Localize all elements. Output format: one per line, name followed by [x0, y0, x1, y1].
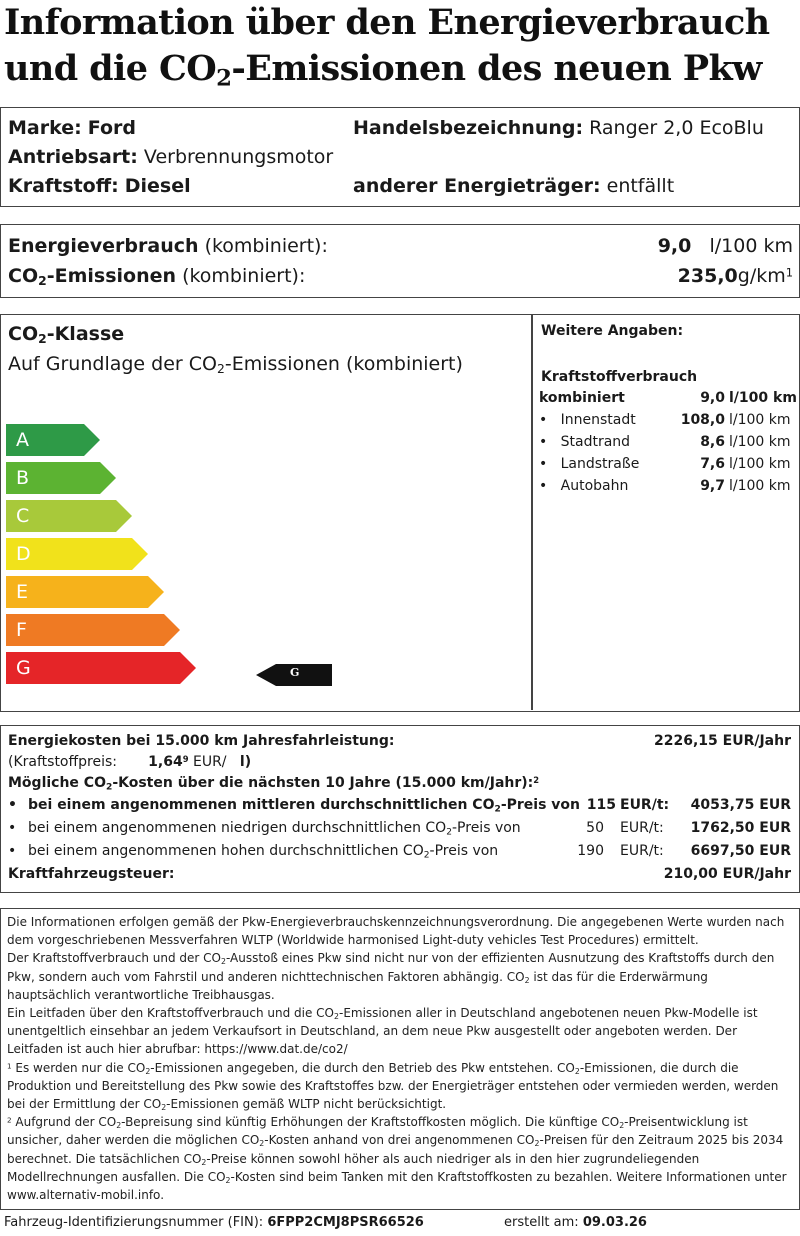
co2-emissions-value: 235,0 [677, 265, 738, 287]
co2-class-heading: $CO_2$-Klasse [8, 323, 125, 347]
co2-scenario-row: • bei einem angenommenen niedrigen durchschnittlichen $CO_2$-Preis von 50 EUR/t: 1762,50 EUR [8, 820, 791, 838]
fuel-combined-row: kombiniert 9,0 l/100 km [539, 390, 797, 406]
co2-scenario-row: • bei einem angenommenen hohen durchschnittlichen $CO_2$-Preis von 190 EUR/t: 6697,50 EUR [8, 843, 791, 861]
energy-consumption-row: Energieverbrauch (kombiniert): 9,0 l/100 km [8, 235, 793, 257]
trade-name-row: Handelsbezeichnung: Ranger 2,0 EcoBlu [353, 117, 764, 139]
fuel-breakdown-row: • Stadtrand 8,6 l/100 km [539, 434, 791, 450]
info-paragraph-1: Die Informationen erfolgen gemäß der Pkw-Energieverbrauchskennzeichnungsverordnung. Die angegebenen Werte wurden nach dem vorgeschriebenen Messverfahren WLTP (Worldwide harmonised Light-duty vehicles Test Procedures) ermittelt. [7, 915, 785, 948]
legal-info-text [7, 913, 793, 1204]
fuel-breakdown-row: • Autobahn 9,7 l/100 km [539, 478, 791, 494]
co2-band-b [6, 462, 116, 494]
energy-consumption-value: 9,0 [657, 235, 692, 257]
co2-band-f [6, 614, 180, 646]
band-arrow-icon [6, 614, 180, 646]
co2-band-e [6, 576, 164, 608]
consumption-box [0, 224, 800, 298]
info-footnote-2: $^2$ Aufgrund der $CO_2$-Bepreisung sind künftig Erhöhungen der Kraftstoffkosten möglich. Die künftige $CO_2$-Preisentwicklung ist unsicher, daher werden die möglichen $CO_2$-Kosten anhand von drei angenommenen $CO_2$-Preisen für den Zeitraum 2025 bis 2034 berechnet. Die tatsächlichen $CO_2$-Preise können sowohl höher als auch niedriger als in den hier zugrundeliegenden Modellrechnungen ausfallen. Die $CO_2$-Kosten sind beim Tanken mit den Kraftstoffkosten zu bezahlen. Weitere Informationen unter www.alternativ-mobil.info. [7, 1115, 787, 1203]
band-label: C [16, 505, 30, 527]
fin-row: Fahrzeug-Identifizierungsnummer (FIN): 6FPP2CMJ8PSR66526 [4, 1215, 424, 1230]
created-date-value: 09.03.26 [582, 1215, 647, 1230]
info-footnote-1: $^1$ Es werden nur die $CO_2$-Emissionen angegeben, die durch den Betrieb des Pkw entstehen. $CO_2$-Emissionen, die durch die Produktion und Bereitstellung des Pkw sowie des Kraftstoffes bzw. der Energieträger entstehen oder vermieden werden, werden bei der Ermittlung der $CO_2$-Emissionen gemäß WLTP nicht berücksichtigt. [7, 1060, 779, 1112]
legal-info-box [0, 908, 800, 1210]
co2-scenario-row: • bei einem angenommenen mittleren durchschnittlichen $CO_2$-Preis von 115 EUR/t: 4053,75 EUR [8, 797, 791, 815]
fuel-breakdown-row: • Innenstadt 108,0 l/100 km [539, 412, 791, 428]
drive-type-row: Antriebsart: Verbrennungsmotor [8, 146, 334, 168]
band-arrow-icon [6, 576, 164, 608]
possible-co2-costs-row: Mögliche $CO_2$-Kosten über die nächsten 10 Jahre (15.000 km/Jahr):$^2$ [8, 774, 540, 793]
vehicle-class-letter: G [290, 666, 300, 679]
vehicle-info-box [0, 107, 800, 207]
band-arrow-icon [6, 652, 196, 684]
co2-band-a [6, 424, 100, 456]
vehicle-tax-row: Kraftfahrzeugsteuer: 210,00 EUR/Jahr [8, 863, 791, 885]
fuel-consumption-heading: Kraftstoffverbrauch [541, 369, 698, 385]
fuel-price-row: (Kraftstoffpreis: 1,64$^9$ EUR/ l) [8, 753, 252, 770]
band-label: E [16, 581, 29, 603]
title-line-1: Information über den Energieverbrauch [4, 2, 770, 43]
info-paragraph-3: Ein Leitfaden über den Kraftstoffverbrauch und die $CO_2$-Emissionen aller in Deutschland angebotenen neuen Pkw-Modelle ist unentgeltlich einsehbar an jedem Verkaufsort in Deutschland, an dem neue Pkw ausgestellt oder angeboten werden. Der Leitfaden ist auch hier abrufbar: https://www.dat.de/co2/ [7, 1006, 758, 1057]
energy-costs-value: 2226,15 EUR/Jahr [654, 733, 791, 749]
co2-band-g [6, 652, 196, 684]
co2-band-c [6, 500, 132, 532]
brand-row: Marke: Ford [8, 117, 136, 139]
info-paragraph-2: Der Kraftstoffverbrauch und der $CO_2$-Ausstoß eines Pkw sind nicht nur von der effizienten Ausnutzung des Kraftstoffs durch den Pkw, sondern auch vom Fahrstil und anderen nichttechnischen Faktoren abhängig. $CO_2$ ist das für die Erderwärmung hauptsächlich verantwortliche Treibhausgas. [7, 951, 775, 1002]
band-label: G [16, 657, 31, 679]
co2-band-d [6, 538, 148, 570]
energy-costs-row: Energiekosten bei 15.000 km Jahresfahrleistung: 2226,15 EUR/Jahr [8, 730, 791, 752]
band-label: D [16, 543, 31, 565]
co2-box-divider [531, 315, 533, 710]
band-label: F [16, 619, 27, 641]
fin-value: 6FPP2CMJ8PSR66526 [267, 1215, 424, 1230]
vehicle-class-indicator [256, 664, 332, 686]
fuel-breakdown-row: • Landstraße 7,6 l/100 km [539, 456, 791, 472]
fuel-row: Kraftstoff: Diesel [8, 175, 191, 197]
band-label: B [16, 467, 30, 489]
band-label: A [16, 429, 29, 451]
more-info-heading: Weitere Angaben: [541, 323, 684, 339]
costs-box [0, 725, 800, 893]
co2-emissions-row: $CO_2$-Emissionen (kombiniert): $235,0g/km^1$ [8, 265, 793, 289]
other-energy-row: anderer Energieträger: entfällt [353, 175, 675, 197]
vehicle-tax-value: 210,00 EUR/Jahr [663, 866, 791, 882]
co2-class-subtitle: Auf Grundlage der $CO_2$-Emissionen (kombiniert) [8, 353, 463, 377]
page-title [4, 0, 800, 92]
created-date-row: erstellt am: 09.03.26 [504, 1215, 647, 1230]
title-line-2: und die $CO_2$-Emissionen des neuen Pkw [4, 48, 762, 92]
